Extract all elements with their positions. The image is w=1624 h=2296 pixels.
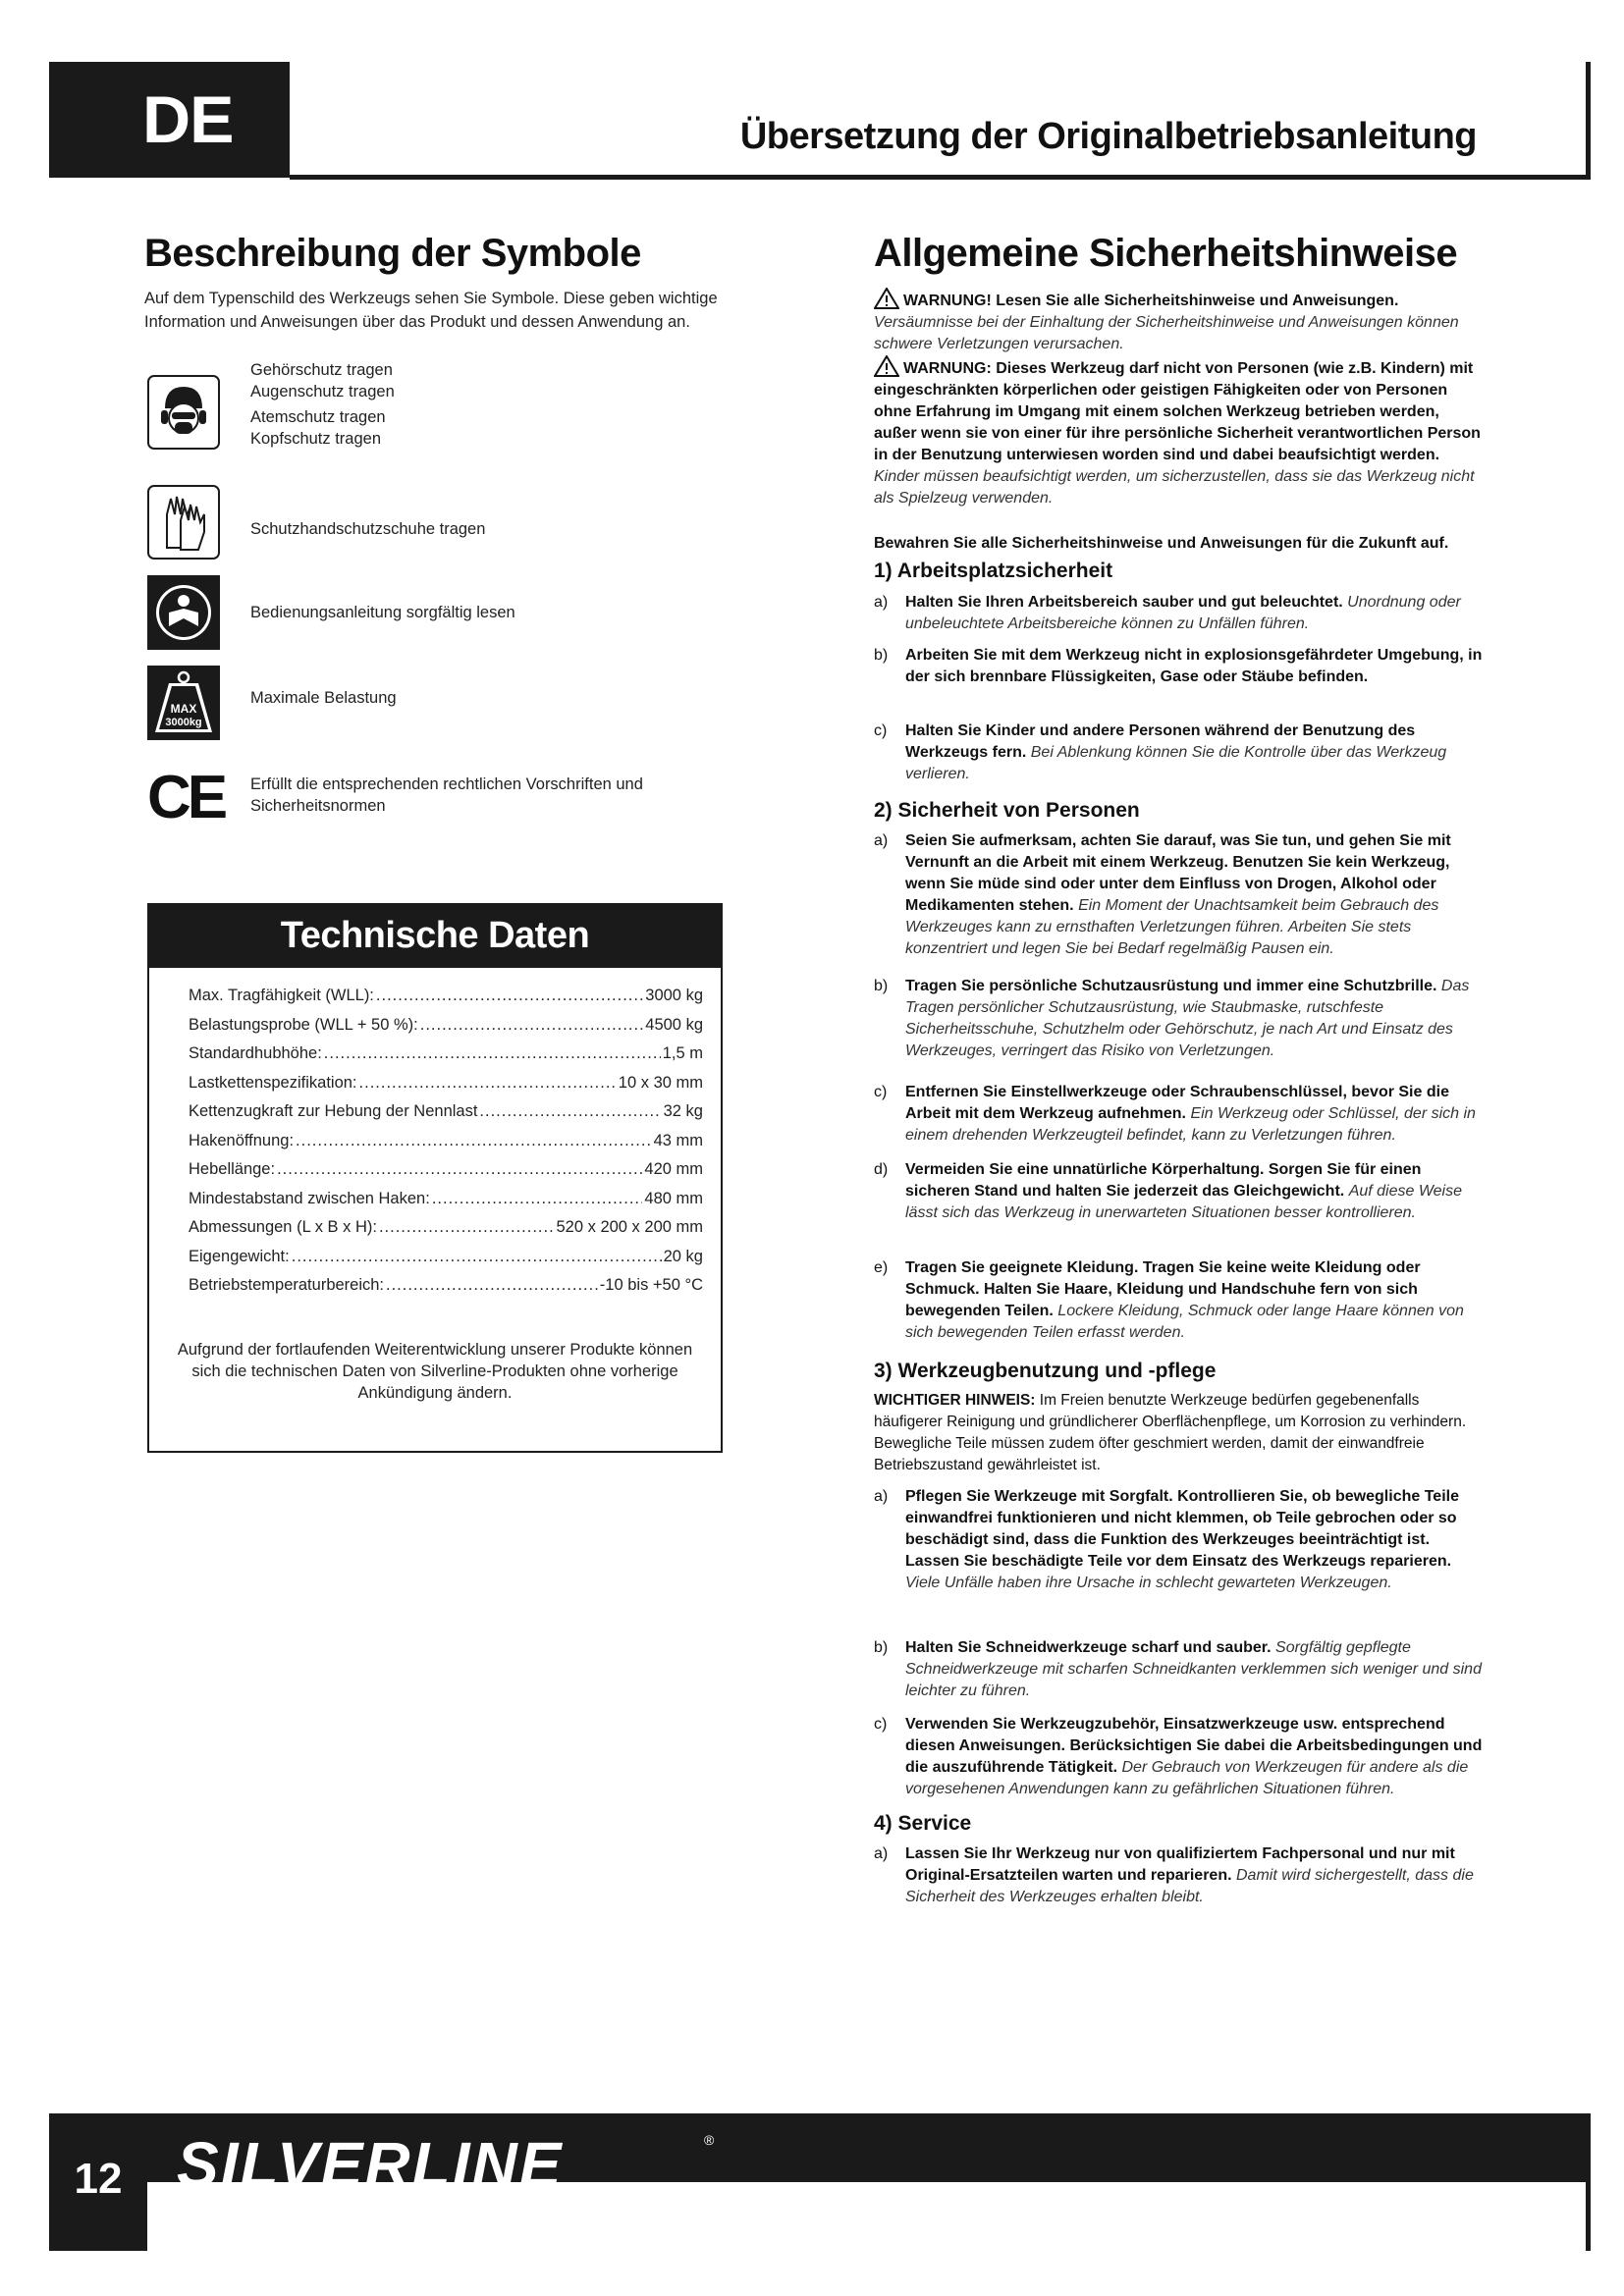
warning-1: WARNUNG! Lesen Sie alle Sicherheitshinweise und Anweisungen. Versäumnisse bei der Einhaltung der Sicherheitshinweise und Anweisungen können schwere Verletzungen verursachen.	[874, 288, 1483, 355]
spec-value: 20 kg	[663, 1247, 703, 1265]
spec-row	[189, 1072, 703, 1094]
symbols-heading: Beschreibung der Symbole	[144, 232, 641, 275]
spec-value: 520 x 200 x 200 mm	[556, 1218, 703, 1236]
ppe-text-1: Gehörschutz tragen	[250, 361, 393, 379]
spec-label: Max. Tragfähigkeit (WLL):	[189, 987, 374, 1004]
safety-item	[874, 830, 1483, 960]
spec-value: 10 x 30 mm	[618, 1073, 703, 1092]
section-4-title: 4) Service	[874, 1812, 972, 1835]
item-bold: Arbeiten Sie mit dem Werkzeug nicht in explosionsgefährdeter Umgebung, in der sich brennbare Flüssigkeiten, Gase oder Stäube befinden.	[905, 647, 1483, 685]
item-italic: Ein Werkzeug oder Schlüssel, der sich in einem drehenden Werkzeugteil befindet, kann zu Verletzungen führen.	[905, 1105, 1476, 1144]
item-italic: Bei Ablenkung können Sie die Kontrolle über das Werkzeug verlieren.	[905, 744, 1447, 782]
spec-label: Kettenzugkraft zur Hebung der Nennlast	[189, 1102, 478, 1120]
spec-label: Abmessungen (L x B x H):	[189, 1218, 377, 1236]
symbols-intro: Auf dem Typenschild des Werkzeugs sehen Sie Symbole. Diese geben wichtige Information und Anweisungen über das Produkt und dessen Anwendung an.	[144, 290, 718, 331]
header-edge	[1586, 62, 1591, 180]
warning-triangle-icon	[874, 355, 899, 377]
section-3-note: WICHTIGER HINWEIS: Im Freien benutzte Werkzeuge bedürfen gegebenenfalls häufigerer Reinigung und gründlicherer Oberflächenpflege, um Korrosion zu verhindern. Bewegliche Teile müssen zudem öfter geschmiert werden, damit der einwandfreie Betriebszustand gewährleistet ist.	[874, 1392, 1467, 1473]
item-italic: Auf diese Weise lässt sich das Werkzeug in unerwarteten Situationen besser kontrollieren.	[905, 1183, 1463, 1221]
item-letter: a)	[874, 832, 889, 849]
item-bold: Vermeiden Sie eine unnatürliche Körperhaltung. Sorgen Sie für einen sicheren Stand und halten Sie jederzeit das Gleichgewicht.	[905, 1161, 1422, 1200]
item-italic: Lockere Kleidung, Schmuck oder lange Haare können von sich bewegenden Teilen erfasst werden.	[905, 1303, 1464, 1341]
item-italic: Sorgfältig gepflegte Schneidwerkzeuge mit scharfen Schneidkanten verklemmen sich weniger und sind leichter zu führen.	[905, 1639, 1482, 1699]
safety-item	[874, 645, 1483, 688]
spec-leader	[296, 1130, 652, 1151]
ppe-icon	[147, 375, 220, 450]
item-letter: e)	[874, 1259, 889, 1276]
header-rule	[290, 175, 1591, 180]
warning-triangle-icon	[874, 288, 899, 309]
safety-heading: Allgemeine Sicherheitshinweise	[874, 232, 1458, 275]
spec-value: 4500 kg	[645, 1015, 703, 1034]
spec-row	[189, 1130, 703, 1151]
section-3-title: 3) Werkzeugbenutzung und -pflege	[874, 1360, 1217, 1382]
keep-instructions: Bewahren Sie alle Sicherheitshinweise und Anweisungen für die Zukunft auf.	[874, 535, 1449, 552]
spec-leader	[376, 985, 643, 1006]
item-bold: Seien Sie aufmerksam, achten Sie darauf, was Sie tun, und gehen Sie mit Vernunft an die Arbeit mit einem Werkzeug. Benutzen Sie kein Werkzeug, wenn Sie müde sind oder unter dem Einfluss von Drogen, Alkohol oder Medikamenten stehen.	[905, 832, 1451, 914]
spec-leader	[386, 1274, 598, 1296]
item-letter: a)	[874, 594, 889, 611]
item-italic: Der Gebrauch von Werkzeugen für andere als die vorgesehenen Anwendungen kann zu gefährlichen Situationen führen.	[905, 1759, 1469, 1797]
manual-text: Bedienungsanleitung sorgfältig lesen	[250, 604, 515, 621]
spec-row	[189, 1246, 703, 1267]
item-italic: Damit wird sichergestellt, dass die Sicherheit des Werkzeuges erhalten bleibt.	[905, 1867, 1474, 1905]
spec-row	[189, 1188, 703, 1209]
footer-edge	[1586, 2113, 1591, 2251]
spec-leader	[359, 1072, 617, 1094]
item-italic: Das Tragen persönlicher Schutzausrüstung, wie Staubmaske, rutschfeste Sicherheitsschuhe, Schutzhelm oder Gehörschutz, je nach Art und Einsatz des Werkzeuges, verringert das Risiko von Verletzungen.	[905, 978, 1470, 1059]
item-letter: b)	[874, 978, 889, 994]
safety-item	[874, 1159, 1483, 1224]
spec-value: 32 kg	[663, 1102, 703, 1120]
max-icon-line2: 3000kg	[165, 717, 202, 728]
section-2-title: 2) Sicherheit von Personen	[874, 799, 1140, 822]
spec-value: 1,5 m	[662, 1044, 703, 1062]
max-icon-line1: MAX	[170, 702, 197, 716]
spec-label: Lastkettenspezifikation:	[189, 1073, 357, 1092]
spec-value: -10 bis +50 °C	[599, 1276, 703, 1294]
spec-label: Hakenöffnung:	[189, 1131, 295, 1149]
item-letter: b)	[874, 647, 889, 664]
safety-item	[874, 1714, 1483, 1800]
item-letter: a)	[874, 1488, 889, 1505]
spec-value: 480 mm	[644, 1189, 703, 1207]
ppe-text-2: Augenschutz tragen	[250, 383, 395, 400]
spec-value: 420 mm	[644, 1160, 703, 1178]
item-letter: c)	[874, 1716, 888, 1733]
gloves-text: Schutzhandschutzschuhe tragen	[250, 520, 486, 538]
tech-data-heading: Technische Daten	[147, 903, 723, 968]
ppe-text-4: Kopfschutz tragen	[250, 430, 381, 448]
spec-leader	[479, 1100, 661, 1122]
item-letter: c)	[874, 722, 888, 739]
item-letter: d)	[874, 1161, 889, 1178]
spec-row	[189, 1158, 703, 1180]
safety-item	[874, 1257, 1483, 1344]
item-italic: Viele Unfälle haben ihre Ursache in schlecht gewarteten Werkzeugen.	[905, 1575, 1392, 1591]
item-letter: b)	[874, 1639, 889, 1656]
spec-leader	[324, 1042, 661, 1064]
item-letter: c)	[874, 1084, 888, 1100]
weight-icon	[147, 666, 220, 740]
spec-value: 3000 kg	[645, 987, 703, 1004]
page-number: 12	[74, 2155, 123, 2203]
item-bold: Tragen Sie persönliche Schutzausrüstung und immer eine Schutzbrille.	[905, 978, 1437, 994]
brand-registered: ®	[704, 2132, 715, 2148]
safety-item	[874, 976, 1483, 1062]
spec-row	[189, 1042, 703, 1064]
spec-leader	[292, 1246, 662, 1267]
spec-value: 43 mm	[653, 1131, 703, 1149]
item-italic: Unordnung oder unbeleuchtete Arbeitsbereiche können zu Unfällen führen.	[905, 594, 1461, 632]
gloves-icon	[147, 485, 220, 560]
spec-row	[189, 1216, 703, 1238]
language-badge: DE	[49, 62, 290, 178]
spec-row	[189, 1274, 703, 1296]
spec-label: Hebellänge:	[189, 1160, 276, 1178]
safety-item	[874, 721, 1483, 785]
item-bold: Verwenden Sie Werkzeugzubehör, Einsatzwerkzeuge usw. entsprechend diesen Anweisungen. Berücksichtigen Sie dabei die Arbeitsbedingungen und die auszuführende Tätigkeit.	[905, 1716, 1483, 1776]
spec-label: Belastungsprobe (WLL + 50 %):	[189, 1015, 418, 1034]
spec-label: Mindestabstand zwischen Haken:	[189, 1189, 430, 1207]
spec-label: Eigengewicht:	[189, 1247, 290, 1265]
safety-item	[874, 1843, 1483, 1908]
tech-note: Aufgrund der fortlaufenden Weiterentwicklung unserer Produkte können sich die technischen Daten von Silverline-Produkten ohne vorherige Ankündigung ändern.	[177, 1341, 693, 1402]
spec-label: Standardhubhöhe:	[189, 1044, 322, 1062]
ce-text: Erfüllt die entsprechenden rechtlichen Vorschriften und Sicherheitsnormen	[250, 775, 643, 815]
page-title: Übersetzung der Originalbetriebsanleitung	[739, 116, 1477, 157]
ce-mark-icon: CE	[147, 764, 225, 831]
item-bold: Halten Sie Ihren Arbeitsbereich sauber und gut beleuchtet.	[905, 594, 1343, 611]
spec-leader	[379, 1216, 555, 1238]
spec-leader	[420, 1014, 644, 1036]
item-bold: Entfernen Sie Einstellwerkzeuge oder Schraubenschlüssel, bevor Sie die Arbeit mit dem Werkzeug aufnehmen.	[905, 1084, 1449, 1122]
item-bold: Tragen Sie geeignete Kleidung. Tragen Sie keine weite Kleidung oder Schmuck. Halten Sie Haare, Kleidung und Handschuhe fern von sich bewegenden Teilen.	[905, 1259, 1421, 1319]
brand-logo: SILVERLINE	[177, 2129, 564, 2200]
safety-item	[874, 1637, 1483, 1702]
read-manual-icon	[147, 575, 220, 650]
spec-label: Betriebstemperaturbereich:	[189, 1276, 385, 1294]
warning-2: WARNUNG: Dieses Werkzeug darf nicht von Personen (wie z.B. Kindern) mit eingeschränkten körperlichen oder geistigen Fähigkeiten oder von Personen ohne Erfahrung im Umgang mit einem solchen Werkzeug betrieben werden, außer wenn sie von einer für ihre persönliche Sicherheit verantwortlichen Person in der Benutzung unterwiesen worden sind und dabei beaufsichtigt werden. Kinder müssen beaufsichtigt werden, um sicherzustellen, dass sie das Werkzeug nicht als Spielzeug verwenden.	[874, 355, 1483, 509]
spec-row	[189, 985, 703, 1006]
spec-leader	[277, 1158, 642, 1180]
safety-item	[874, 1486, 1483, 1594]
item-bold: Pflegen Sie Werkzeuge mit Sorgfalt. Kontrollieren Sie, ob bewegliche Teile einwandfrei funktionieren und nicht klemmen, ob Teile gebrochen oder so beschädigt sind, dass die Funktion des Werkzeuges beeinträchtigt ist. Lassen Sie beschädigte Teile vor dem Einsatz des Werkzeugs reparieren.	[905, 1488, 1459, 1570]
safety-item	[874, 592, 1483, 635]
spec-leader	[432, 1188, 643, 1209]
max-load-text: Maximale Belastung	[250, 689, 397, 707]
spec-row	[189, 1100, 703, 1122]
item-bold: Lassen Sie Ihr Werkzeug nur von qualifiziertem Fachpersonal und nur mit Original-Ersatzteilen warten und reparieren.	[905, 1845, 1455, 1884]
item-bold: Halten Sie Kinder und andere Personen während der Benutzung des Werkzeugs fern.	[905, 722, 1416, 761]
item-italic: Ein Moment der Unachtsamkeit beim Gebrauch des Werkzeuges kann zu ernsthaften Verletzungen führen. Arbeiten Sie stets konzentriert und legen Sie bei Bedarf regelmäßig Pausen ein.	[905, 897, 1439, 957]
section-1-title: 1) Arbeitsplatzsicherheit	[874, 560, 1113, 582]
item-letter: a)	[874, 1845, 889, 1862]
ppe-text-3: Atemschutz tragen	[250, 408, 386, 426]
item-bold: Halten Sie Schneidwerkzeuge scharf und sauber.	[905, 1639, 1272, 1656]
spec-row	[189, 1014, 703, 1036]
safety-item	[874, 1082, 1483, 1147]
